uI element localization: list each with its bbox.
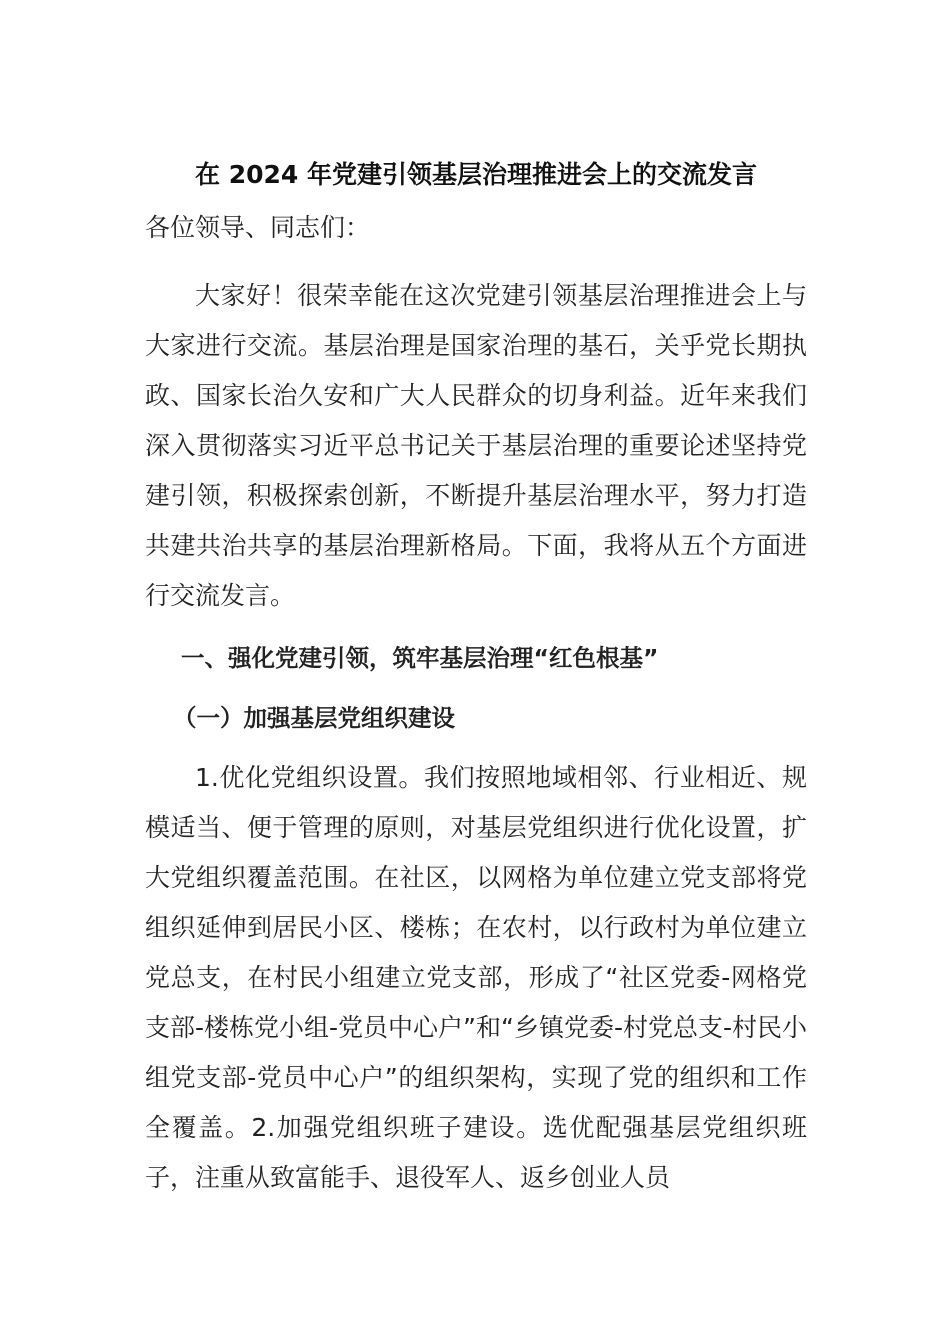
document-title: 在 2024 年党建引领基层治理推进会上的交流发言 bbox=[195, 160, 757, 189]
intro-paragraph: 大家好！很荣幸能在这次党建引领基层治理推进会上与大家进行交流。基层治理是国家治理的基石，关乎党长期执政、国家长治久安和广大人民群众的切身利益。近年来我们深入贯彻落实习近平总书记关于基层治理的重要论述坚持党建引领，积极探索创新，不断提升基层治理水平，努力打造共建共治共享的基层治理新格局。下面，我将从五个方面进行交流发言。 bbox=[145, 281, 807, 610]
section-heading: 一、强化党建引领，筑牢基层治理“红色根基” bbox=[181, 644, 659, 672]
body-paragraph: 1.优化党组织设置。我们按照地域相邻、行业相近、规模适当、便于管理的原则，对基层党组织进行优化设置，扩大党组织覆盖范围。在社区，以网格为单位建立党支部将党组织延伸到居民小区、楼栋；在农村，以行政村为单位建立党总支，在村民小组建立党支部，形成了“社区党委-网格党支部-楼栋党小组-党员中心户”和“乡镇党委-村党总支-村民小组党支部-党员中心户”的组织架构，实现了党的组织和工作全覆盖。2.加强党组织班子建设。选优配强基层党组织班子，注重从致富能手、退役军人、返乡创业人员 bbox=[145, 763, 807, 1192]
salutation: 各位领导、同志们： bbox=[145, 213, 371, 242]
document-body bbox=[145, 155, 807, 1203]
subsection-heading: （一）加强基层党组织建设 bbox=[173, 704, 455, 732]
